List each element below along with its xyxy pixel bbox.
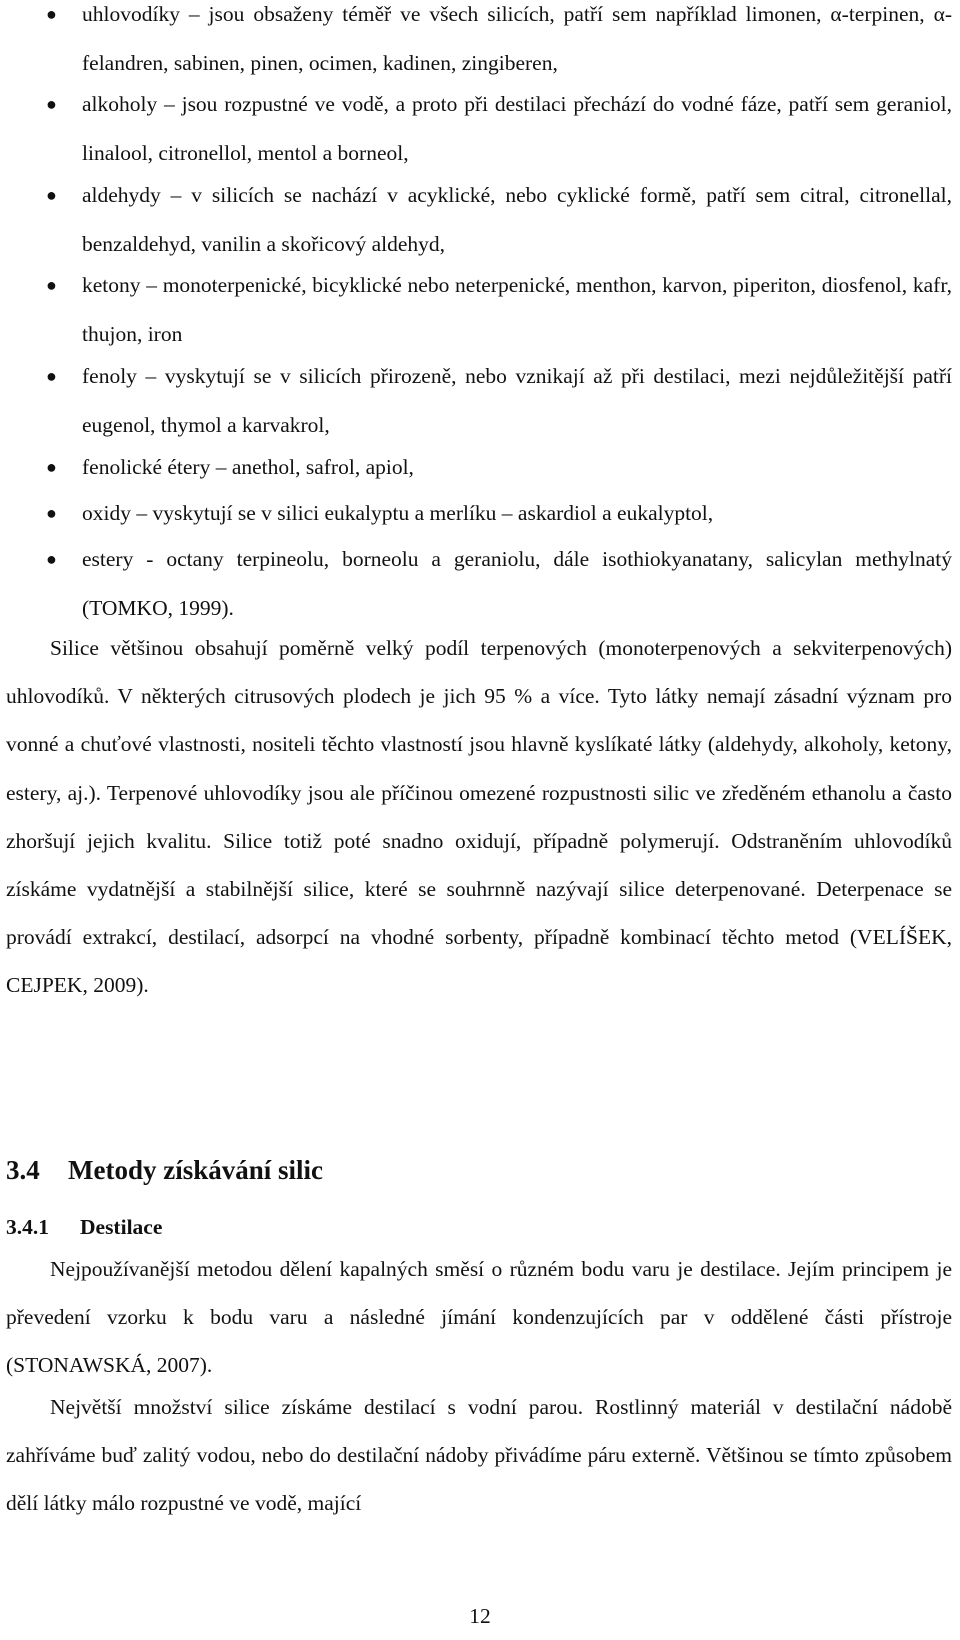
bullet-icon: ●: [46, 503, 57, 523]
body-paragraph: Nejpoužívanější metodou dělení kapalných směsí o různém bodu varu je destilace. Jejím principem je převedení vzorku k bodu varu a následné jímání kondenzujících par v oddělené části přístroje (STONAWSKÁ, 2007).: [6, 1257, 952, 1378]
list-item: [46, 261, 952, 358]
bullet-icon: ●: [46, 4, 57, 24]
list-item: [46, 171, 952, 268]
list-item-text: oxidy – vyskytují se v silici eukalyptu a merlíku – askardiol a eukalyptol,: [82, 501, 714, 525]
page-number: 12: [469, 1604, 491, 1628]
section-heading: [6, 1150, 323, 1190]
section-number: 3.4: [6, 1155, 40, 1185]
list-item: [46, 0, 952, 87]
list-item-text: uhlovodíky – jsou obsaženy téměř ve všech silicích, patří sem například limonen, α-terpinen, α-felandren, sabinen, pinen, ocimen, kadinen, zingiberen,: [82, 2, 952, 75]
list-item-text: alkoholy – jsou rozpustné ve vodě, a proto při destilaci přechází do vodné fáze, patří sem geraniol, linalool, citronellol, mentol a borneol,: [82, 92, 952, 165]
list-item: [46, 443, 952, 492]
list-item-text: fenoly – vyskytují se v silicích přirozeně, nebo vznikají až při destilaci, mezi nejdůležitější patří eugenol, thymol a karvakrol,: [82, 364, 952, 437]
bullet-icon: ●: [46, 457, 57, 477]
list-item-text: fenolické étery – anethol, safrol, apiol,: [82, 455, 414, 479]
section-title: Metody získávání silic: [68, 1155, 323, 1185]
body-paragraph: Silice většinou obsahují poměrně velký podíl terpenových (monoterpenových a sekviterpenových) uhlovodíků. V některých citrusových plodech je jich 95 % a více. Tyto látky nemají zásadní význam pro vonné a chuťové vlastnosti, nositeli těchto vlastností jsou hlavně kyslíkaté látky (aldehydy, alkoholy, ketony, estery, aj.). Terpenové uhlovodíky jsou ale příčinou omezené rozpustnosti silic ve zředěném ethanolu a často zhoršují jejich kvalitu. Silice totiž poté snadno oxidují, případně polymerují. Odstraněním uhlovodíků získáme vydatnější a stabilnější silice, které se souhrnně nazývají silice deterpenované. Deterpenace se provádí extrakcí, destilací, adsorpcí na vhodné sorbenty, případně kombinací těchto metod (VELÍŠEK, CEJPEK, 2009).: [6, 636, 952, 998]
list-item: [46, 352, 952, 449]
bullet-icon: ●: [46, 94, 57, 114]
list-item: [46, 535, 952, 632]
bullet-icon: ●: [46, 275, 57, 295]
subsection-title: Destilace: [80, 1215, 163, 1239]
list-item: [46, 80, 952, 177]
list-item: [46, 489, 952, 538]
bullet-icon: ●: [46, 549, 57, 569]
subsection-heading: [6, 1210, 162, 1244]
subsection-number: 3.4.1: [6, 1215, 49, 1239]
list-item-text: ketony – monoterpenické, bicyklické nebo neterpenické, menthon, karvon, piperiton, diosfenol, kafr, thujon, iron: [82, 273, 952, 346]
body-paragraph: Největší množství silice získáme destilací s vodní parou. Rostlinný materiál v destilační nádobě zahříváme buď zalitý vodou, nebo do destilační nádoby přivádíme páru externě. Většinou se tímto způsobem dělí látky málo rozpustné ve vodě, mající: [6, 1395, 952, 1516]
list-item-text: aldehydy – v silicích se nachází v acyklické, nebo cyklické formě, patří sem citral, citronellal, benzaldehyd, vanilin a skořicový aldehyd,: [82, 183, 952, 256]
bullet-icon: ●: [46, 366, 57, 386]
bullet-icon: ●: [46, 185, 57, 205]
list-item-text: estery - octany terpineolu, borneolu a geraniolu, dále isothiokyanatany, salicylan methylnatý (TOMKO, 1999).: [82, 547, 952, 620]
